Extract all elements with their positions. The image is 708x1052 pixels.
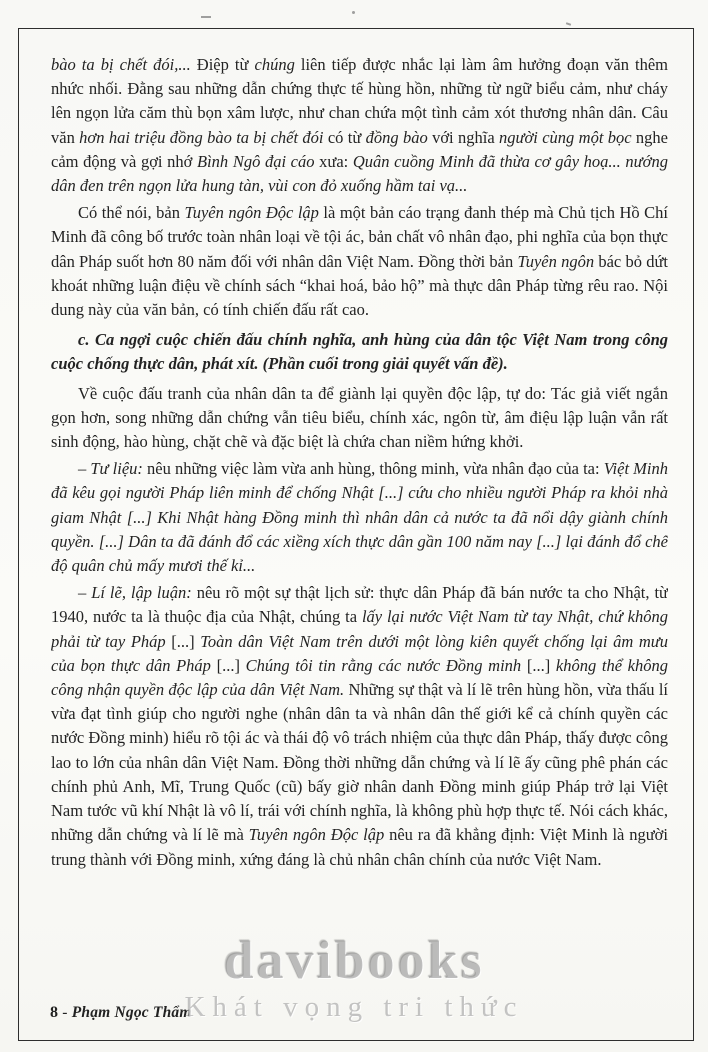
- text-run: có từ: [323, 127, 366, 147]
- text-run: Chúng tôi tin rằng các nước Đồng minh: [245, 655, 522, 675]
- text-run: Tuyên ngôn: [517, 251, 595, 271]
- text-run: Những sự thật và lí lẽ trên hùng hồn, vừa thấu lí vừa đạt tình giúp cho người nghe (nhân dân ta và nhân dân thế giới kể cả chính quyền các nước Đồng minh) hiểu rõ tội ác và thái độ vô trách nhiệm của thực dân Pháp, thấy được công lao to lớn của nhân dân Việt Nam. Đồng thời những dẫn chứng và lí lẽ ấy cũng phê phán các chính phủ Anh, Mĩ, Trung Quốc (cũ) bấy giờ nhân danh Đồng minh giúp Pháp trở lại Việt Nam tước vũ khí Nhật là vô lí, trái với chính nghĩa, là không phù hợp thực tế. Nói cách khác, những dẫn chứng và lí lẽ mà: [51, 680, 668, 845]
- paragraph: [51, 581, 668, 871]
- text-run: c. Ca ngợi cuộc chiến đấu chính nghĩa, anh hùng của dân tộc Việt Nam trong công cuộc chống thực dân, phát xít. (Phần cuối trong giải quyết vấn đề).: [51, 330, 668, 374]
- text-run: Việt Minh đã kêu gọi người Pháp liên minh để chống Nhật [...] cứu cho nhiều người Pháp ra khỏi nhà giam Nhật [...] Khi Nhật hàng Đồng minh thì nhân dân cả nước ta đã nổi dậy giành chính quyền. [...] Dân ta đã đánh đổ các xiềng xích thực dân gần 100 năm nay [...] lại đánh đổ chế độ quân chủ mấy mươi thế kỉ...: [51, 459, 668, 576]
- footer-separator: -: [58, 1004, 72, 1021]
- text-run: –: [78, 459, 91, 479]
- paragraph: [51, 201, 668, 322]
- text-run: Bình Ngô đại cáo: [197, 151, 315, 171]
- text-run: Lí lẽ, lập luận:: [91, 583, 192, 603]
- text-run: [...]: [210, 655, 246, 675]
- text-run: bào ta bị chết đói,...: [51, 55, 191, 74]
- text-run: bác bỏ dứt khoát những luận điệu về chính sách “khai hoá, bảo hộ” mà thực dân Pháp từng rêu rao. Nội dung này của văn bản, có tính chiến đấu rất cao.: [51, 251, 668, 320]
- text-run: Điệp từ: [190, 55, 255, 74]
- footer-author: Phạm Ngọc Thẩm: [71, 1004, 192, 1021]
- paragraph: [51, 457, 668, 578]
- text-run: [...]: [165, 631, 201, 651]
- text-run: xưa:: [314, 151, 353, 171]
- text-run: Tuyên ngôn Độc lập: [184, 203, 319, 223]
- text-run: nêu ra đã khẳng định: Việt Minh là người trung thành với Đồng minh, xứng đáng là chủ nhân chân chính của nước Việt Nam.: [51, 825, 668, 869]
- text-run: nêu những việc làm vừa anh hùng, thông minh, vừa nhân đạo của ta:: [142, 459, 604, 479]
- text-run: chúng: [254, 55, 295, 74]
- text-run: Quân cuồng Minh đã thừa cơ gây hoạ... nướng dân đen trên ngọn lửa hung tàn, vùi con đỏ xuống hầm tai vạ...: [51, 151, 668, 196]
- text-run: Có thể nói, bản: [78, 203, 185, 223]
- text-run: với nghĩa: [427, 127, 499, 147]
- text-run: người cùng một bọc: [499, 127, 632, 147]
- text-run: –: [78, 583, 92, 603]
- text-run: [...]: [521, 655, 556, 675]
- page-number: 8: [50, 1004, 59, 1021]
- section-heading: [51, 328, 668, 376]
- text-run: đồng bào: [365, 127, 428, 147]
- watermark-brand: davibooks: [223, 930, 485, 990]
- paragraph: [51, 53, 668, 198]
- text-run: Tư liệu:: [90, 459, 143, 479]
- text-run: nghe cảm động và gợi nhớ: [51, 127, 668, 171]
- paragraph: [51, 382, 668, 455]
- text-run: Toàn dân Việt Nam trên dưới một lòng kiên quyết chống lại âm mưu của bọn thực dân Pháp: [51, 631, 668, 675]
- text-run: là một bản cáo trạng đanh thép mà Chủ tịch Hồ Chí Minh đã công bố trước toàn nhân loại về tội ác, bản chất vô nhân đạo, phi nghĩa của bọn thực dân Pháp suốt hơn 80 năm đối với nhân dân Việt Nam. Đồng thời bản: [51, 203, 668, 271]
- page-body: [51, 53, 668, 986]
- page-border: [18, 28, 694, 1041]
- page-footer: [50, 1004, 192, 1022]
- scan-artifact-tick: [566, 22, 571, 26]
- text-run: Về cuộc đấu tranh của nhân dân ta để giành lại quyền độc lập, tự do: Tác giả viết ngắn gọn hơn, song những dẫn chứng vẫn tiêu biểu, chính xác, ngôn từ, âm điệu lập luận vẫn rất sinh động, hào hùng, chặt chẽ và đặc biệt là chứa chan niềm hứng khởi.: [51, 383, 668, 452]
- text-run: hơn hai triệu đồng bào ta bị chết đói: [79, 127, 324, 147]
- text-run: nêu rõ một sự thật lịch sử: thực dân Pháp đã bán nước ta cho Nhật, từ 1940, nước ta là thuộc địa của Nhật, chúng ta: [51, 583, 668, 627]
- scan-artifact-dot: [352, 11, 355, 14]
- text-run: không thể không công nhận quyền độc lập của dân Việt Nam.: [51, 655, 668, 700]
- scan-artifact-dash: [201, 16, 211, 18]
- text-run: Tuyên ngôn Độc lập: [248, 825, 385, 845]
- text-run: liên tiếp được nhắc lại làm âm hưởng đoạn văn thêm nhức nhối. Đằng sau những dẫn chứng thực tế hùng hồn, những từ ngữ biểu cảm, như cháy lên ngọn lửa căm thù bọn xâm lược, như chan chứa một tình cảm xót thương nhân dân. Câu văn: [51, 55, 668, 147]
- text-run: lấy lại nước Việt Nam từ tay Nhật, chứ không phải từ tay Pháp: [51, 607, 668, 651]
- watermark-slogan: Khát vọng tri thức: [184, 991, 524, 1023]
